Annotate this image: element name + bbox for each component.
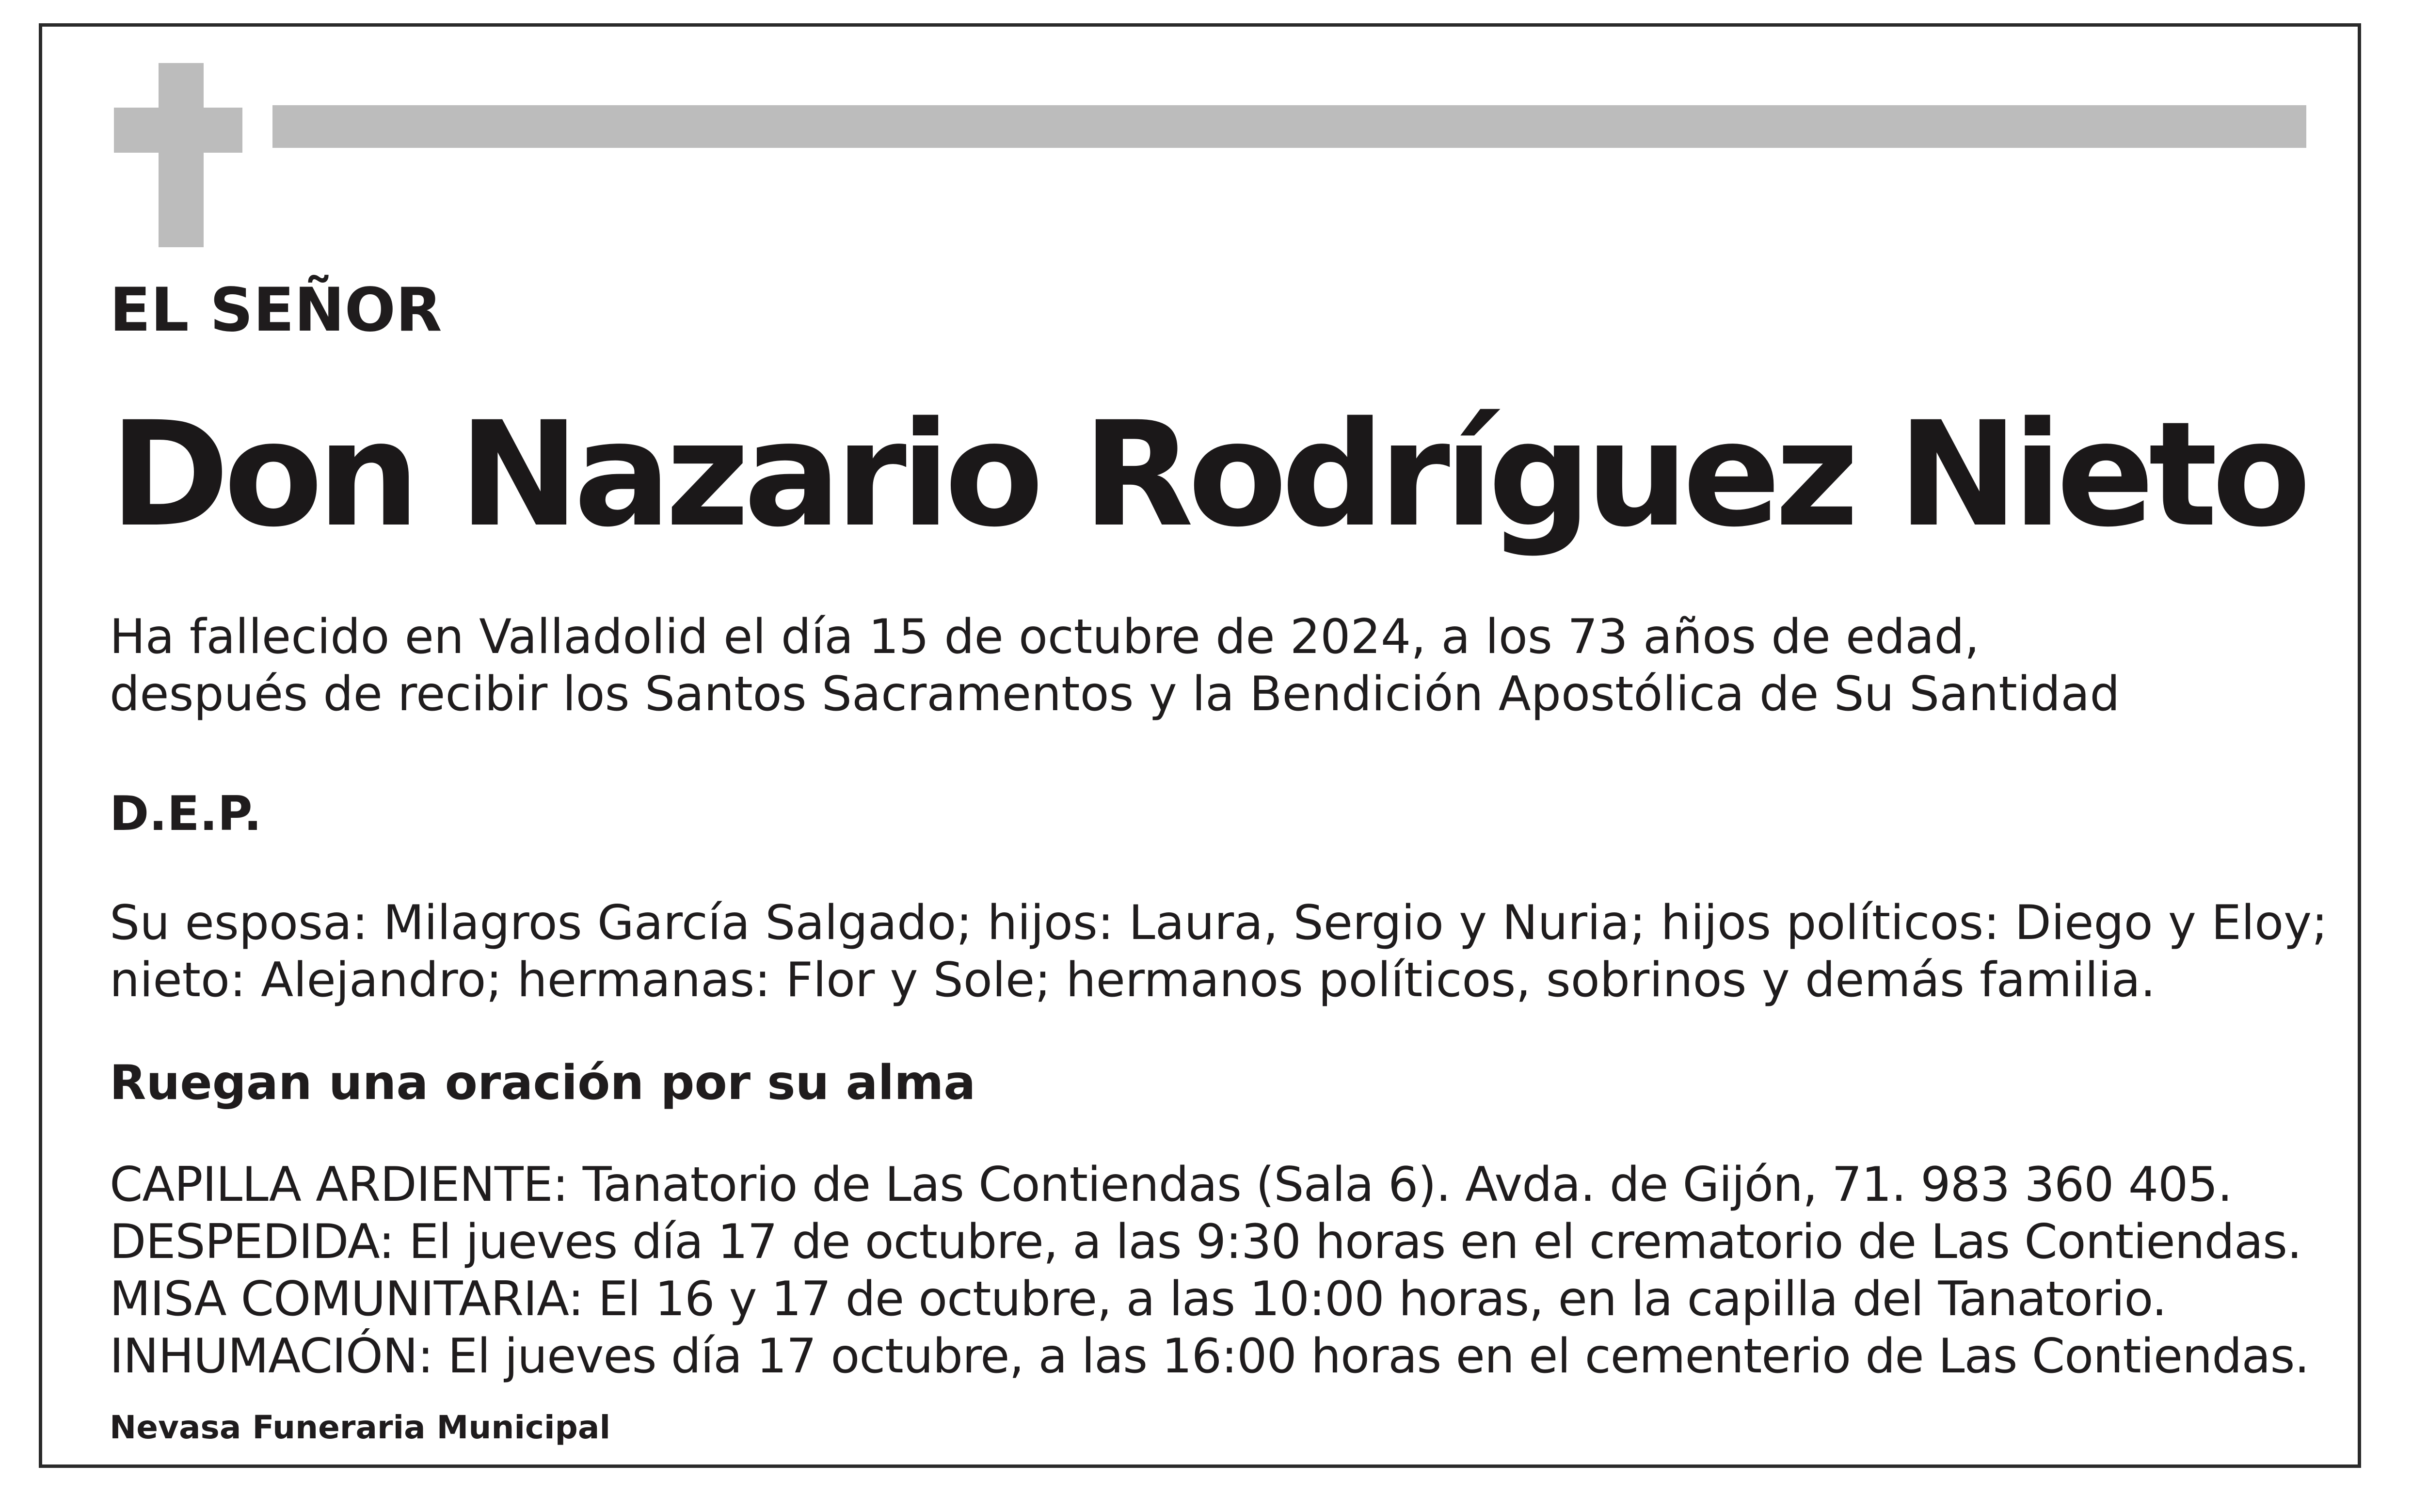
family-line: nieto: Alejandro; hermanas: Flor y Sole; hermanos políticos, sobrinos y demás familia. [110,953,2156,1008]
dep-label: D.E.P. [110,786,262,842]
deceased-name: Don Nazario Rodríguez Nieto [110,391,2305,559]
cross-icon [114,63,242,247]
service-line: INHUMACIÓN: El jueves día 17 octubre, a las 16:00 horas en el cementerio de Las Contiendas. [110,1329,2309,1384]
service-line: MISA COMUNITARIA: El 16 y 17 de octubre, a las 10:00 horas, en la capilla del Tanatorio. [110,1272,2167,1327]
prayer-request: Ruegan una oración por su alma [110,1055,976,1111]
announcement-line: después de recibir los Santos Sacramentos y la Bendición Apostólica de Su Santidad [110,667,2120,722]
service-details [110,1156,2309,1385]
service-line: DESPEDIDA: El jueves día 17 de octubre, a las 9:30 horas en el crematorio de Las Contiendas. [110,1214,2302,1270]
family-paragraph [110,894,2328,1009]
announcement-paragraph [110,608,2120,723]
service-line: CAPILLA ARDIENTE: Tanatorio de Las Contiendas (Sala 6). Avda. de Gijón, 71. 983 360 405. [110,1157,2232,1212]
family-line: Su esposa: Milagros García Salgado; hijos: Laura, Sergio y Nuria; hijos políticos: Diego y Eloy; [110,895,2328,951]
funeral-home: Nevasa Funeraria Municipal [110,1409,611,1446]
header-rule [272,105,2306,148]
announcement-line: Ha fallecido en Valladolid el día 15 de octubre de 2024, a los 73 años de edad, [110,609,1980,665]
heading: EL SEÑOR [110,275,442,345]
